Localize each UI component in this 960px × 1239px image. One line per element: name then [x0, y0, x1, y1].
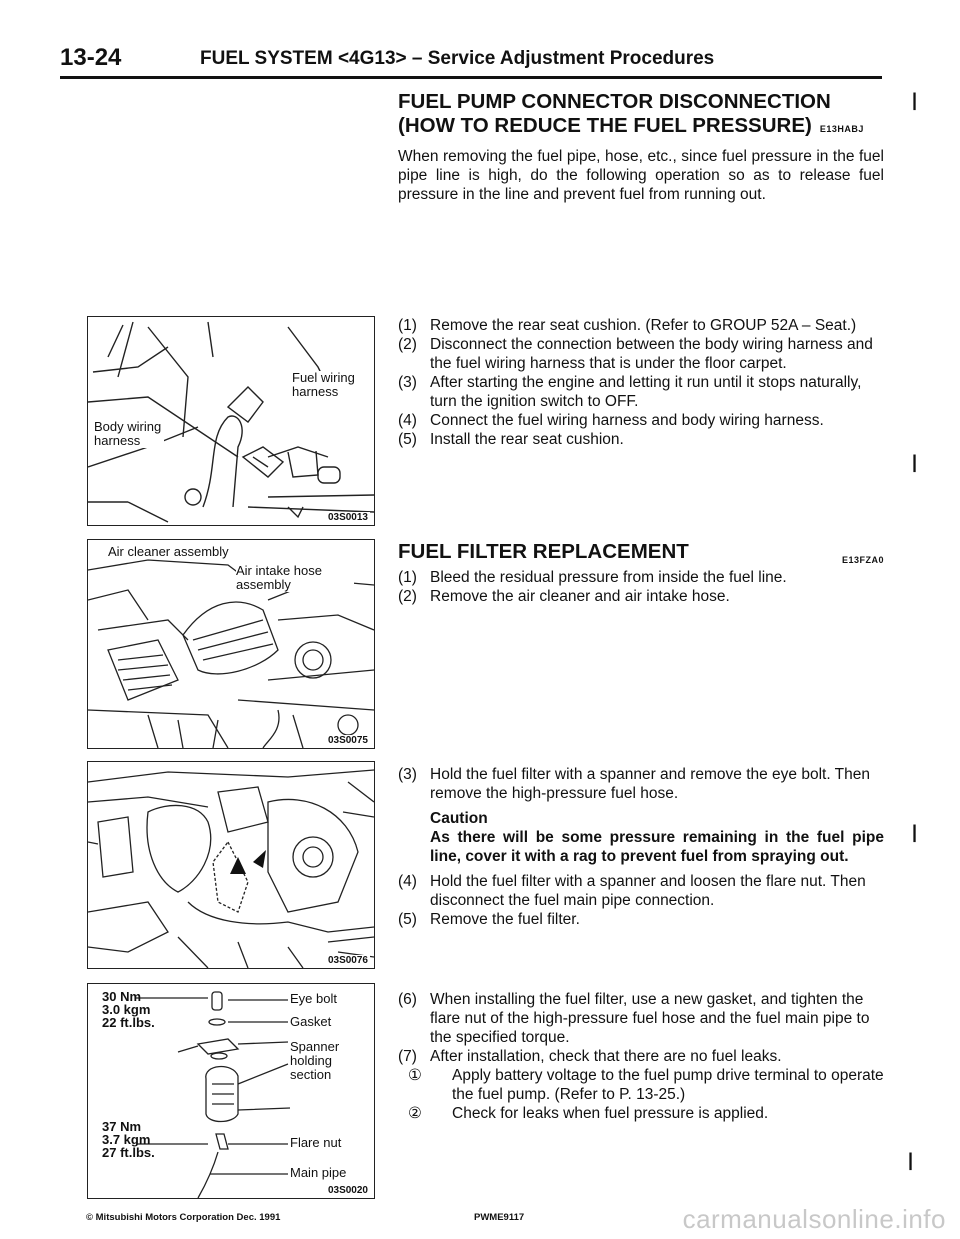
step-text: When installing the fuel filter, use a new gasket, and tighten the flare nut of the high-pressure fuel hose and the fuel main pipe to the specified torque.	[430, 991, 870, 1046]
step-text: Hold the fuel filter with a spanner and remove the eye bolt. Then remove the high-pressure fuel hose.	[430, 766, 871, 802]
engine-bay-illustration	[88, 762, 374, 968]
header-rule	[60, 76, 882, 79]
step-list	[398, 765, 884, 803]
step-list	[398, 316, 884, 449]
list-item	[398, 910, 884, 929]
step-text: Hold the fuel filter with a spanner and loosen the flare nut. Then disconnect the fuel main pipe connection.	[430, 873, 866, 909]
section-heading-line2	[398, 114, 884, 141]
list-item	[408, 1104, 884, 1123]
figure-code: 03S0076	[327, 955, 368, 966]
main-pipe-label: Main pipe	[290, 1165, 347, 1180]
caution-heading: Caution	[430, 810, 488, 827]
figure-wiring-harness	[87, 316, 375, 526]
step-number: (1)	[398, 317, 417, 334]
page-header	[60, 44, 880, 76]
list-item	[398, 335, 884, 373]
figure-fuel-filter-location	[87, 761, 375, 969]
page-title: FUEL SYSTEM <4G13> – Service Adjustment Procedures	[200, 48, 715, 69]
caution-block	[398, 809, 884, 866]
list-item	[398, 872, 884, 910]
flare-nut-label: Flare nut	[290, 1135, 342, 1150]
figure-code: 03S0075	[327, 735, 368, 746]
torque-lower-kgm: 3.7 kgm	[102, 1132, 151, 1147]
margin-mark: |	[912, 822, 918, 842]
air-cleaner-assembly-label: Air cleaner assembly	[108, 544, 229, 559]
section-fuel-pump-disconnection	[398, 90, 884, 204]
body-wiring-harness-label: Body wiring harness	[94, 420, 164, 448]
section2-tag: E13FZA0	[841, 555, 884, 565]
air-intake-hose-label: Air intake hose assembly	[236, 564, 354, 592]
step-text: Remove the air cleaner and air intake hose.	[430, 588, 730, 605]
step-number: (5)	[398, 911, 417, 928]
step-list	[398, 568, 884, 606]
list-item	[398, 373, 884, 411]
section-tag: E13HABJ	[819, 124, 864, 134]
section-heading-text: (HOW TO REDUCE THE FUEL PRESSURE)	[398, 114, 812, 137]
step-number: (4)	[398, 873, 417, 890]
substep-text: Apply battery voltage to the fuel pump drive terminal to operate the fuel pump. (Refer to P. 13-25.)	[452, 1067, 884, 1103]
step-text: Remove the fuel filter.	[430, 911, 580, 928]
caution-text: As there will be some pressure remaining in the fuel pipe line, cover it with a rag to prevent fuel from spraying out.	[430, 829, 884, 865]
section2-steps-6-7	[398, 990, 884, 1123]
step-number: (7)	[398, 1048, 417, 1065]
torque-upper-ftlbs: 22 ft.lbs.	[102, 1015, 155, 1030]
step-text: Disconnect the connection between the body wiring harness and the fuel wiring harness that is under the floor carpet.	[430, 336, 873, 372]
torque-lower-ftlbs: 27 ft.lbs.	[102, 1145, 155, 1160]
substep-mark: ②	[408, 1105, 422, 1122]
step-number: (3)	[398, 766, 417, 783]
step-number: (5)	[398, 431, 417, 448]
figure-code: 03S0013	[327, 512, 368, 523]
substep-list	[398, 1066, 884, 1123]
spanner-holding-label: Spanner holding section	[290, 1040, 352, 1082]
margin-mark: |	[908, 1150, 914, 1170]
step-number: (1)	[398, 569, 417, 586]
figure-air-cleaner	[87, 539, 375, 749]
step-number: (4)	[398, 412, 417, 429]
figure-fuel-filter-torque	[87, 983, 375, 1199]
step-number: (3)	[398, 374, 417, 391]
torque-lower-nm: 37 Nm	[102, 1119, 142, 1134]
page-number: 13-24	[60, 44, 122, 71]
step-text: Bleed the residual pressure from inside the fuel line.	[430, 569, 787, 586]
substep-text: Check for leaks when fuel pressure is applied.	[452, 1105, 769, 1122]
list-item	[398, 568, 884, 587]
section2-steps-3-5	[398, 765, 884, 929]
watermark: carmanualsonline.info	[682, 1204, 946, 1234]
margin-mark: |	[912, 90, 918, 110]
section-fuel-filter-replacement	[398, 540, 884, 606]
list-item	[398, 587, 884, 606]
list-item	[398, 316, 884, 335]
figure-code: 03S0020	[327, 1185, 368, 1196]
section-intro: When removing the fuel pipe, hose, etc., since fuel pressure in the fuel pipe line is high, do the following operation so as to release fuel pressure in the line and prevent fuel from running out.	[398, 148, 884, 203]
section2-heading-text: FUEL FILTER REPLACEMENT	[398, 540, 689, 563]
footer-doc-code: PWME9117	[474, 1212, 525, 1223]
step-text: Remove the rear seat cushion. (Refer to GROUP 52A – Seat.)	[430, 317, 857, 334]
step-number: (2)	[398, 336, 417, 353]
list-item	[398, 990, 884, 1047]
list-item	[398, 1047, 884, 1066]
section-heading-line1: FUEL PUMP CONNECTOR DISCONNECTION	[398, 90, 831, 113]
eye-bolt-label: Eye bolt	[290, 991, 337, 1006]
section2-heading	[398, 540, 884, 564]
footer-copyright: © Mitsubishi Motors Corporation Dec. 1991	[86, 1212, 281, 1223]
step-number: (2)	[398, 588, 417, 605]
step-text: Install the rear seat cushion.	[430, 431, 624, 448]
step-text: After starting the engine and letting it run until it stops naturally, turn the ignition switch to OFF.	[430, 374, 862, 410]
list-item	[398, 411, 884, 430]
step-text: After installation, check that there are no fuel leaks.	[430, 1048, 782, 1065]
step-list	[398, 872, 884, 929]
fuel-wiring-harness-label: Fuel wiring harness	[292, 371, 362, 399]
torque-upper	[102, 990, 155, 1029]
torque-upper-kgm: 3.0 kgm	[102, 1002, 151, 1017]
list-item	[398, 765, 884, 803]
substep-mark: ①	[408, 1067, 422, 1084]
torque-lower	[102, 1120, 155, 1159]
step-list	[398, 990, 884, 1066]
torque-upper-nm: 30 Nm	[102, 989, 142, 1004]
section1-steps	[398, 316, 884, 449]
step-text: Connect the fuel wiring harness and body wiring harness.	[430, 412, 824, 429]
gasket-label: Gasket	[290, 1014, 332, 1029]
list-item	[408, 1066, 884, 1104]
list-item	[398, 430, 884, 449]
margin-mark: |	[912, 452, 918, 472]
step-number: (6)	[398, 991, 417, 1008]
